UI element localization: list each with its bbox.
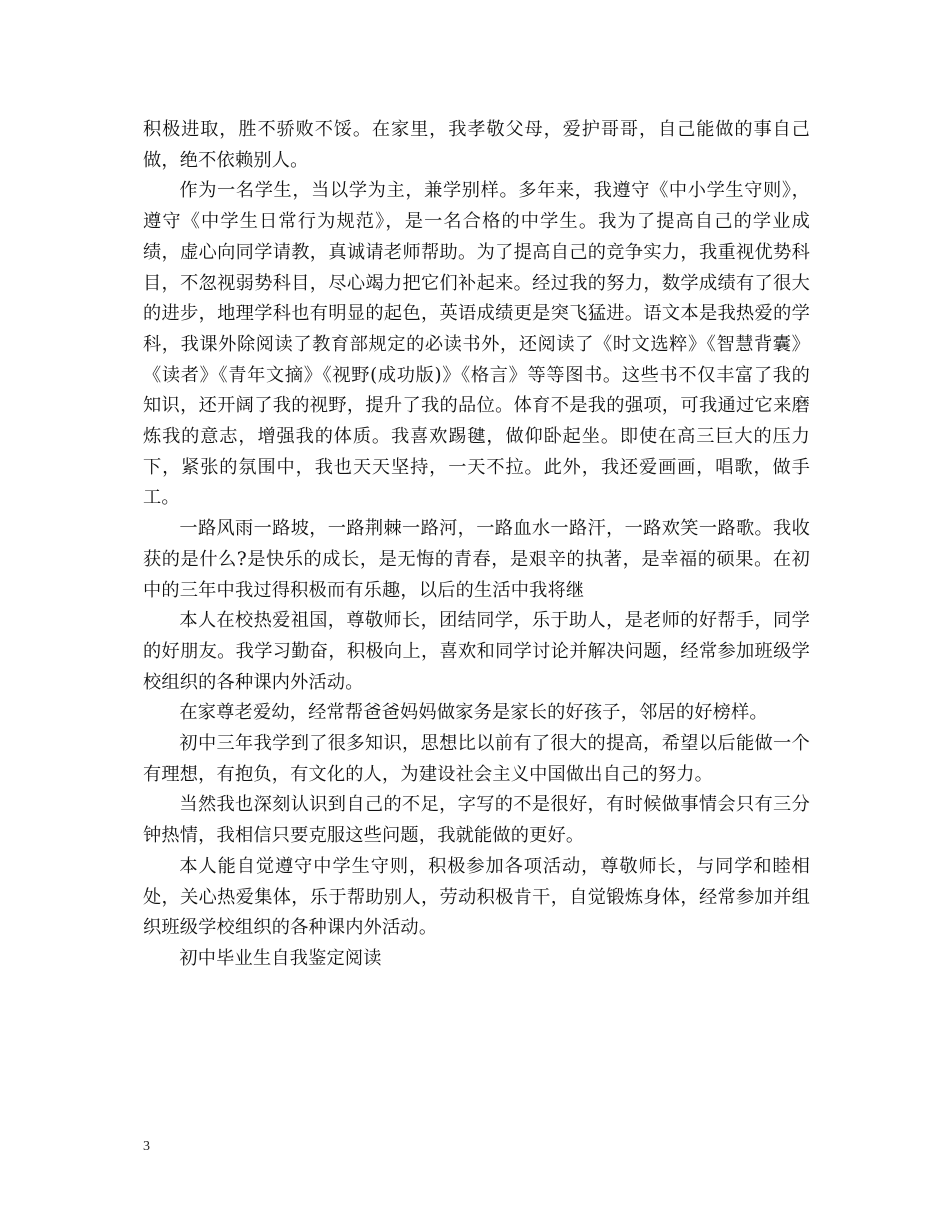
paragraph-heading-line: 初中毕业生自我鉴定阅读 — [179, 947, 382, 969]
paragraph: 作为一名学生，当以学为主，兼学别样。多年来，我遵守《中小学生守则》，遵守《中学生日常行为规范》，是一名合格的中学生。我为了提高自己的学业成绩，虚心向同学请教，真诚请老师帮助。为了提高自己的竞争实力，我重视优势科目，不忽视弱势科目，尽心竭力把它们补起来。经过我的努力，数学成绩有了很大的进步，地理学科也有明显的起色，英语成绩更是突飞猛进。语文本是我热爱的学科，我课外除阅读了教育部规定的必读书外，还阅读了《时文选粹》《智慧背囊》《读者》《青年文摘》《视野(成功版)》《格言》等等图书。这些书不仅丰富了我的知识，还开阔了我的视野，提升了我的品位。体育不是我的强项，可我通过它来磨炼我的意志，增强我的体质。我喜欢踢毽，做仰卧起坐。即使在高三巨大的压力下，紧张的氛围中，我也天天坚持，一天不拉。此外，我还爱画画，唱歌，做手工。 — [143, 180, 810, 509]
paragraph: 本人在校热爱祖国，尊敬师长，团结同学，乐于助人，是老师的好帮手，同学的好朋友。我学习勤奋，积极向上，喜欢和同学讨论并解决问题，经常参加班级学校组织的各种课内外活动。 — [143, 610, 810, 693]
document-body — [143, 115, 810, 975]
paragraph: 初中三年我学到了很多知识，思想比以前有了很大的提高，希望以后能做一个有理想，有抱负，有文化的人，为建设社会主义中国做出自己的努力。 — [143, 733, 810, 785]
paragraph: 一路风雨一路坡，一路荆棘一路河，一路血水一路汗，一路欢笑一路歌。我收获的是什么?是快乐的成长，是无悔的青春，是艰辛的执著，是幸福的硕果。在初中的三年中我过得积极而有乐趣，以后的生活中我将继 — [143, 518, 810, 601]
paragraph: 在家尊老爱幼，经常帮爸爸妈妈做家务是家长的好孩子，邻居的好榜样。 — [179, 702, 768, 724]
paragraph-continuation: 积极进取，胜不骄败不馁。在家里，我孝敬父母，爱护哥哥，自己能做的事自己做，绝不依赖别人。 — [143, 119, 810, 171]
paragraph: 当然我也深刻认识到自己的不足，字写的不是很好，有时候做事情会只有三分钟热情，我相信只要克服这些问题，我就能做的更好。 — [143, 794, 810, 847]
page-number: 3 — [143, 1139, 150, 1154]
paragraph: 本人能自觉遵守中学生守则，积极参加各项活动，尊敬师长，与同学和睦相处，关心热爱集体，乐于帮助别人，劳动积极肯干，自觉锻炼身体，经常参加并组织班级学校组织的各种课内外活动。 — [143, 855, 810, 939]
